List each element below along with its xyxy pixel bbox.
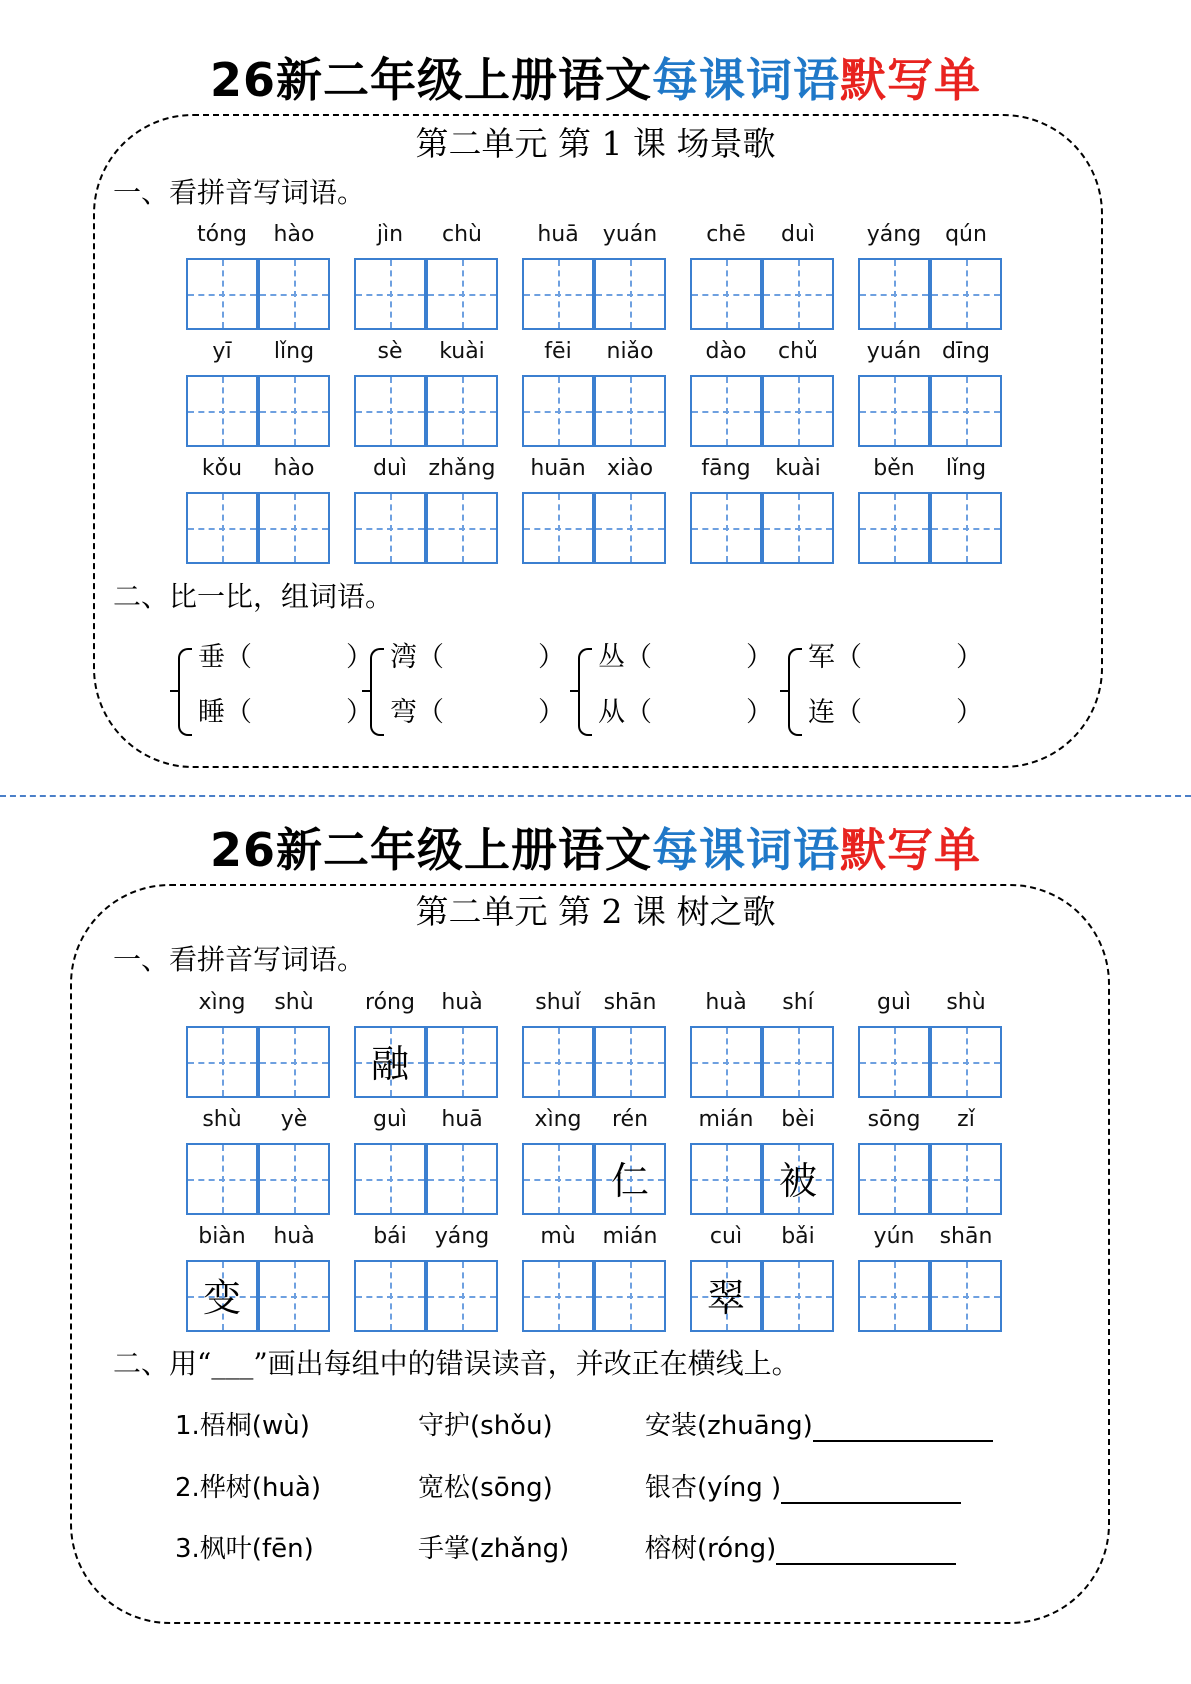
answer-blank[interactable]	[813, 1416, 993, 1442]
item-text: 1.梧桐(wù)	[175, 1411, 310, 1441]
compare-word-close[interactable]: ）	[746, 697, 773, 728]
pinyin-label: yè	[280, 1107, 308, 1132]
writing-cell[interactable]	[858, 492, 930, 564]
writing-cell[interactable]	[186, 492, 258, 564]
pinyin-label: huà	[705, 990, 747, 1015]
pinyin-label: biàn	[198, 1224, 246, 1249]
writing-cell[interactable]	[762, 375, 834, 447]
brace-icon	[370, 648, 384, 736]
item-text: 银杏(yíng )	[645, 1473, 782, 1503]
pinyin-label: zhǎng	[428, 456, 496, 481]
writing-cell[interactable]	[426, 1260, 498, 1332]
pinyin-label: fēi	[544, 339, 572, 364]
writing-cell[interactable]	[690, 1026, 762, 1098]
worksheet-title-2	[0, 822, 1191, 878]
pinyin-label: rén	[611, 1107, 649, 1132]
pinyin-label: bèi	[781, 1107, 815, 1132]
writing-cell[interactable]	[930, 1260, 1002, 1332]
writing-cell[interactable]	[354, 1260, 426, 1332]
writing-cell[interactable]	[354, 375, 426, 447]
writing-cell[interactable]	[594, 492, 666, 564]
writing-cell[interactable]	[930, 375, 1002, 447]
writing-cell[interactable]	[354, 258, 426, 330]
pronunciation-item	[418, 1533, 569, 1565]
pinyin-label: xìng	[534, 1107, 582, 1132]
writing-cell[interactable]	[930, 492, 1002, 564]
lesson2-section2-heading: 二、用“___”画出每组中的错误读音，并改正在横线上。	[113, 1347, 800, 1380]
title-part-blue: 每课词语	[652, 53, 840, 107]
prefilled-character: 被	[778, 1159, 817, 1203]
pronunciation-item	[645, 1472, 961, 1504]
pinyin-label: niǎo	[606, 339, 654, 364]
item-text: 安装(zhuāng)	[645, 1411, 813, 1441]
compare-word-open: 连（	[808, 697, 862, 728]
pinyin-label: shān	[939, 1224, 993, 1249]
brace-icon	[578, 648, 592, 736]
pinyin-label: hào	[273, 456, 315, 481]
pinyin-label: shù	[946, 990, 986, 1015]
writing-cell[interactable]	[258, 1026, 330, 1098]
writing-cell[interactable]	[186, 1026, 258, 1098]
pinyin-label: yún	[873, 1224, 915, 1249]
writing-cell[interactable]	[186, 1260, 258, 1332]
pronunciation-item	[418, 1410, 553, 1442]
pinyin-label: lǐng	[273, 339, 315, 364]
pinyin-label: shù	[274, 990, 314, 1015]
pinyin-label: dào	[705, 339, 747, 364]
pinyin-label: bǎi	[781, 1224, 815, 1249]
compare-word-open: 睡（	[198, 697, 252, 728]
pinyin-label: mù	[540, 1224, 576, 1249]
item-text: 榕树(róng)	[645, 1534, 777, 1564]
writing-cell[interactable]	[522, 1143, 594, 1215]
compare-word-close[interactable]: ）	[956, 697, 983, 728]
writing-cell[interactable]	[930, 1143, 1002, 1215]
writing-cell[interactable]	[762, 492, 834, 564]
pronunciation-item	[645, 1533, 956, 1565]
title-part-red: 默写单	[840, 53, 981, 107]
item-text: 守护(shǒu)	[418, 1411, 553, 1441]
compare-word-open: 从（	[598, 697, 652, 728]
writing-cell[interactable]	[690, 492, 762, 564]
pronunciation-item	[175, 1472, 321, 1504]
compare-word-open: 湾（	[390, 642, 444, 673]
pinyin-label: guì	[876, 990, 912, 1015]
pinyin-label: xiào	[606, 456, 654, 481]
prefilled-character: 融	[370, 1042, 409, 1086]
compare-word-close[interactable]: ）	[538, 697, 565, 728]
writing-cell[interactable]	[594, 1260, 666, 1332]
writing-cell[interactable]	[258, 492, 330, 564]
item-text: 2.桦树(huà)	[175, 1473, 321, 1503]
writing-cell[interactable]	[762, 1026, 834, 1098]
writing-cell[interactable]	[426, 1143, 498, 1215]
writing-cell[interactable]	[594, 258, 666, 330]
pinyin-label: yī	[212, 339, 232, 364]
pinyin-label: duì	[780, 222, 816, 247]
compare-word-open: 丛（	[598, 642, 652, 673]
writing-cell[interactable]	[690, 1143, 762, 1215]
writing-cell[interactable]	[690, 1260, 762, 1332]
pinyin-label: guì	[372, 1107, 408, 1132]
answer-blank[interactable]	[781, 1478, 961, 1504]
pronunciation-item	[175, 1410, 310, 1442]
pinyin-label: kǒu	[201, 456, 243, 481]
pinyin-label: mián	[602, 1224, 658, 1249]
writing-cell[interactable]	[858, 258, 930, 330]
writing-cell[interactable]	[858, 1260, 930, 1332]
pinyin-label: róng	[365, 990, 415, 1015]
pinyin-label: yuán	[602, 222, 658, 247]
writing-cell[interactable]	[762, 1260, 834, 1332]
pinyin-label: lǐng	[945, 456, 987, 481]
item-text: 宽松(sōng)	[418, 1473, 553, 1503]
pinyin-label: hào	[273, 222, 315, 247]
prefilled-character: 仁	[610, 1159, 649, 1203]
pinyin-label: sè	[377, 339, 403, 364]
writing-cell[interactable]	[186, 258, 258, 330]
pronunciation-item	[418, 1472, 553, 1504]
pinyin-label: chǔ	[778, 339, 818, 364]
writing-cell[interactable]	[426, 375, 498, 447]
pinyin-label: huà	[273, 1224, 315, 1249]
pinyin-label: shān	[603, 990, 657, 1015]
writing-cell[interactable]	[858, 1143, 930, 1215]
compare-word-open: 垂（	[198, 642, 252, 673]
writing-cell[interactable]	[930, 1026, 1002, 1098]
writing-cell[interactable]	[354, 492, 426, 564]
title-part-blue: 每课词语	[652, 823, 840, 877]
pinyin-label: bái	[373, 1224, 407, 1249]
answer-blank[interactable]	[776, 1539, 956, 1565]
writing-cell[interactable]	[186, 375, 258, 447]
writing-cell[interactable]	[258, 1260, 330, 1332]
pinyin-label: cuì	[709, 1224, 743, 1249]
compare-word-close[interactable]: ）	[538, 642, 565, 673]
writing-cell[interactable]	[594, 1143, 666, 1215]
compare-word-close[interactable]: ）	[746, 642, 773, 673]
writing-cell[interactable]	[762, 1143, 834, 1215]
writing-cell[interactable]	[690, 375, 762, 447]
pinyin-label: kuài	[775, 456, 821, 481]
pinyin-label: shuǐ	[535, 990, 581, 1015]
writing-cell[interactable]	[930, 258, 1002, 330]
writing-cell[interactable]	[762, 258, 834, 330]
pinyin-label: shí	[782, 990, 814, 1015]
writing-cell[interactable]	[858, 1026, 930, 1098]
pinyin-label: sōng	[867, 1107, 921, 1132]
compare-word-close[interactable]: ）	[346, 642, 373, 673]
pinyin-label: huā	[537, 222, 579, 247]
pinyin-label: duì	[372, 456, 408, 481]
writing-cell[interactable]	[690, 258, 762, 330]
pinyin-label: shù	[202, 1107, 242, 1132]
pinyin-label: huān	[530, 456, 586, 481]
writing-cell[interactable]	[522, 258, 594, 330]
writing-cell[interactable]	[354, 1026, 426, 1098]
pronunciation-item	[645, 1410, 993, 1442]
prefilled-character: 变	[202, 1276, 241, 1320]
pinyin-label: qún	[945, 222, 987, 247]
writing-cell[interactable]	[258, 258, 330, 330]
worksheet-title-1	[0, 52, 1191, 108]
writing-cell[interactable]	[522, 375, 594, 447]
pinyin-label: jìn	[376, 222, 404, 247]
pinyin-label: chē	[706, 222, 746, 247]
item-text: 3.枫叶(fēn)	[175, 1534, 314, 1564]
pinyin-label: yuán	[866, 339, 922, 364]
pinyin-label: yáng	[434, 1224, 490, 1249]
writing-cell[interactable]	[426, 492, 498, 564]
writing-cell[interactable]	[186, 1143, 258, 1215]
title-part-black: 26新二年级上册语文	[209, 53, 652, 107]
writing-cell[interactable]	[426, 1026, 498, 1098]
pinyin-label: mián	[698, 1107, 754, 1132]
pinyin-label: xìng	[198, 990, 246, 1015]
writing-cell[interactable]	[258, 375, 330, 447]
cut-line	[0, 795, 1191, 797]
writing-cell[interactable]	[522, 1260, 594, 1332]
pinyin-label: huā	[441, 1107, 483, 1132]
prefilled-character: 翠	[706, 1276, 745, 1320]
pinyin-label: yáng	[866, 222, 922, 247]
lesson1-section1-heading: 一、看拼音写词语。	[113, 176, 366, 209]
lesson1-subtitle: 第二单元 第 1 课 场景歌	[415, 124, 776, 163]
writing-cell[interactable]	[594, 1026, 666, 1098]
pinyin-label: huà	[441, 990, 483, 1015]
pinyin-label: fāng	[701, 456, 751, 481]
pinyin-label: tóng	[197, 222, 247, 247]
pinyin-label: chù	[442, 222, 482, 247]
pronunciation-item	[175, 1533, 314, 1565]
writing-cell[interactable]	[594, 375, 666, 447]
lesson2-subtitle: 第二单元 第 2 课 树之歌	[415, 892, 776, 931]
compare-word-close[interactable]: ）	[956, 642, 983, 673]
compare-word-close[interactable]: ）	[346, 697, 373, 728]
pinyin-label: běn	[873, 456, 915, 481]
compare-word-open: 弯（	[390, 697, 444, 728]
lesson1-section2-heading: 二、比一比，组词语。	[113, 580, 394, 613]
writing-cell[interactable]	[258, 1143, 330, 1215]
title-part-red: 默写单	[840, 823, 981, 877]
title-part-black: 26新二年级上册语文	[209, 823, 652, 877]
brace-icon	[178, 648, 192, 736]
lesson2-section1-heading: 一、看拼音写词语。	[113, 943, 366, 976]
item-text: 手掌(zhǎng)	[418, 1534, 570, 1564]
compare-word-open: 军（	[808, 642, 862, 673]
brace-icon	[788, 648, 802, 736]
writing-cell[interactable]	[522, 492, 594, 564]
pinyin-label: dīng	[942, 339, 990, 364]
writing-cell[interactable]	[354, 1143, 426, 1215]
writing-cell[interactable]	[858, 375, 930, 447]
writing-cell[interactable]	[426, 258, 498, 330]
pinyin-label: kuài	[439, 339, 485, 364]
pinyin-label: zǐ	[957, 1107, 975, 1132]
writing-cell[interactable]	[522, 1026, 594, 1098]
